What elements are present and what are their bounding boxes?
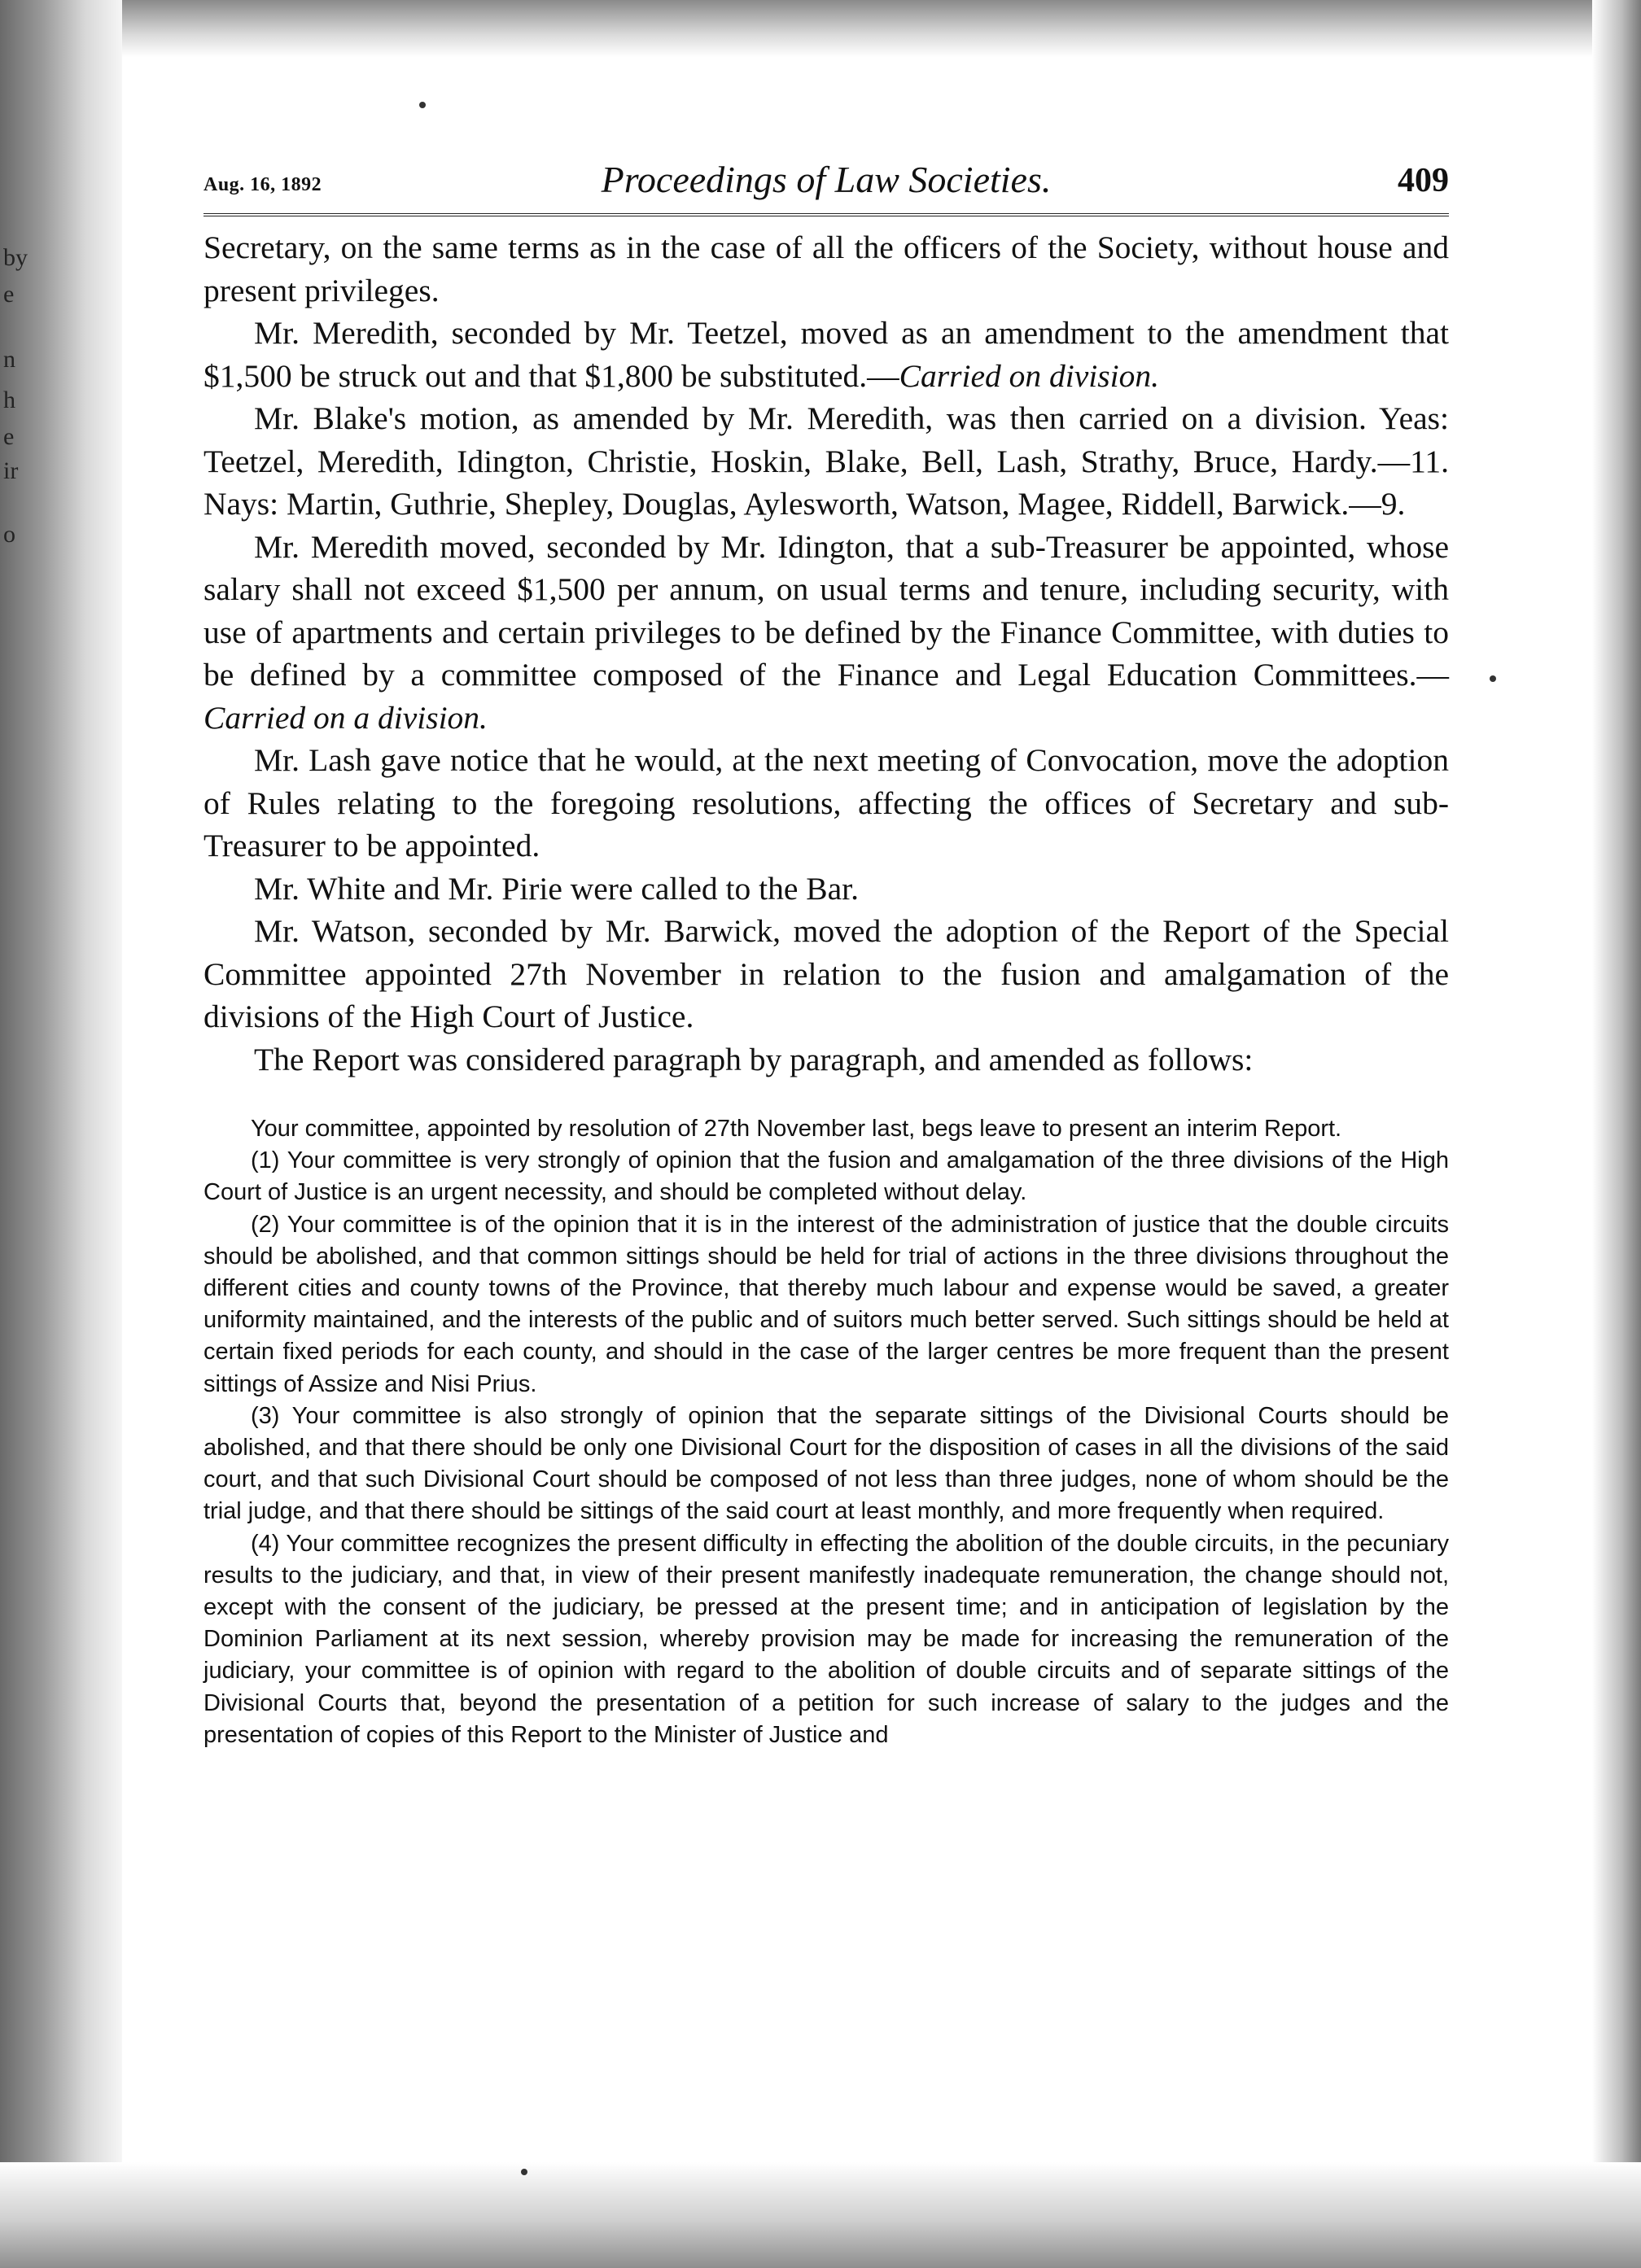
margin-fragment: by bbox=[3, 244, 28, 271]
margin-fragment: n bbox=[3, 346, 15, 373]
paragraph: Secretary, on the same terms as in the case of all the officers of the Society, without house and present privileges. bbox=[203, 229, 1449, 308]
scan-speck bbox=[419, 102, 426, 108]
facing-page-fragments bbox=[0, 0, 57, 2268]
paragraph: Mr. Watson, seconded by Mr. Barwick, moved the adoption of the Report of the Special Committee appointed 27th November in relation to the fusion and amalgamation of the divisions of the High Court of Justice. bbox=[203, 913, 1449, 1034]
book-page bbox=[203, 155, 1449, 1751]
running-header bbox=[203, 155, 1449, 216]
header-date: Aug. 16, 1892 bbox=[203, 174, 322, 195]
scan-shadow-right bbox=[1592, 0, 1641, 2268]
report-paragraph: Your committee, appointed by resolution of 27th November last, begs leave to present an interim Report. bbox=[251, 1116, 1342, 1142]
report-paragraph: (3) Your committee is also strongly of opinion that the separate sittings of the Divisional Courts should be abolished, and that there should be only one Divisional Court for the disposition of cases in all the divisions of the said court, and that such Divisional Court should be composed of not less than three judges, none of whom should be the trial judge, and that there should be sittings of the said court at least monthly, and more frequently when required. bbox=[203, 1402, 1449, 1525]
committee-report bbox=[203, 1113, 1449, 1751]
scan-shadow-bottom bbox=[0, 2162, 1641, 2268]
scan-speck bbox=[521, 2169, 527, 2175]
paragraph: The Report was considered paragraph by paragraph, and amended as follows: bbox=[254, 1041, 1254, 1077]
margin-fragment: e bbox=[3, 281, 15, 308]
paragraph: Mr. Meredith moved, seconded by Mr. Idington, that a sub-Treasurer be appointed, whose salary shall not exceed $1,500 per annum, on usual terms and tenure, including security, with use of apartments and certain privileges to be defined by the Finance Committee, with duties to be defined by a committee composed of the Finance and Legal Education Committees.—Carried on a division. bbox=[203, 528, 1449, 736]
paragraph: Mr. White and Mr. Pirie were called to the Bar. bbox=[254, 870, 859, 907]
paragraph: Mr. Lash gave notice that he would, at the next meeting of Convocation, move the adoption of Rules relating to the foregoing resolutions, affecting the offices of Secretary and sub-Treasurer to be appointed. bbox=[203, 742, 1449, 863]
report-paragraph: (2) Your committee is of the opinion that it is in the interest of the administration of justice that the double circuits should be abolished, and that common sittings should be held for trial of actions in the three divisions throughout the different cities and county towns of the Province, that thereby much labour and expense would be saved, a greater uniformity maintained, and the interests of the public and of suitors much better served. Such sittings should be held at certain fixed periods for each county, and should in the case of the larger centres be more frequent than the present sittings of Assize and Nisi Prius. bbox=[203, 1211, 1449, 1397]
scan-speck bbox=[1490, 675, 1496, 682]
margin-fragment: h bbox=[3, 387, 15, 413]
paragraph: Mr. Meredith, seconded by Mr. Teetzel, moved as an amendment to the amendment that $1,500 be struck out and that $1,800 be substituted.—Carried on division. bbox=[203, 315, 1449, 394]
scan-shadow-top bbox=[0, 0, 1641, 57]
page-number: 409 bbox=[1398, 162, 1449, 199]
report-paragraph: (4) Your committee recognizes the present difficulty in effecting the abolition of the double circuits, in the pecuniary results to the judiciary, and that, in view of their present manifestly inadequate remuneration, the change should not, except with the consent of the judiciary, be pressed at the present time; and in anticipation of legislation by the Dominion Parliament at its next session, whereby provision may be made for increasing the remuneration of the judiciary, your committee is of opinion with regard to the abolition of double circuits and of separate sittings of the Divisional Courts that, beyond the presentation of a petition for such increase of salary to the judges and the presentation of copies of this Report to the Minister of Justice and bbox=[203, 1530, 1449, 1748]
proceedings-text bbox=[203, 226, 1449, 1081]
margin-fragment: e bbox=[3, 423, 15, 450]
margin-fragment: o bbox=[3, 521, 15, 548]
paragraph: Mr. Blake's motion, as amended by Mr. Meredith, was then carried on a division. Yeas: Teetzel, Meredith, Idington, Christie, Hoskin, Blake, Bell, Lash, Strathy, Bruce, Hardy.—11. Nays: Martin, Guthrie, Shepley, Douglas, Aylesworth, Watson, Magee, Riddell, Barwick.—9. bbox=[203, 400, 1449, 522]
header-title: Proceedings of Law Societies. bbox=[601, 159, 1052, 200]
report-paragraph: (1) Your committee is very strongly of opinion that the fusion and amalgamation of the three divisions of the High Court of Justice is an urgent necessity, and should be completed without delay. bbox=[203, 1147, 1449, 1206]
margin-fragment: ir bbox=[3, 457, 19, 484]
